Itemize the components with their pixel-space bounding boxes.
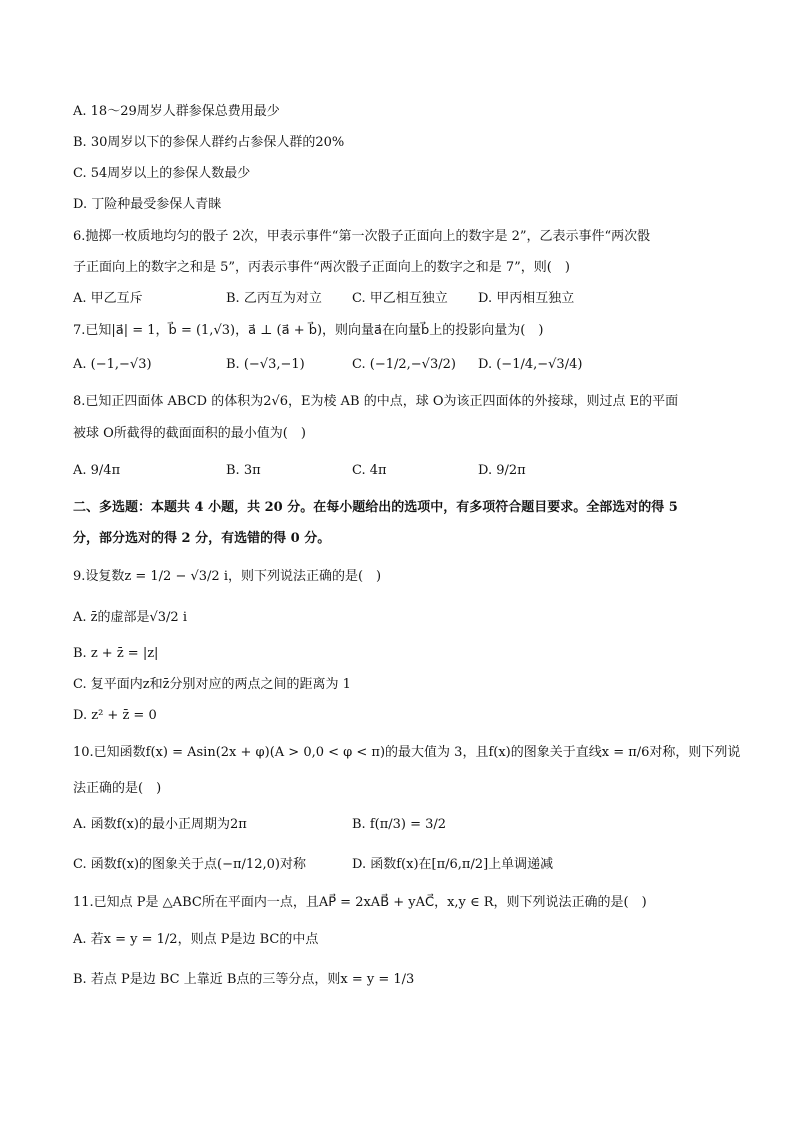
q10-option-a: A. 函数f(x)的最小正周期为2π <box>73 817 247 832</box>
q6-option-a: A. 甲乙互斥 <box>73 291 143 306</box>
q10-option-c: C. 函数f(x)的图象关于点(−π/12,0)对称 <box>73 857 306 872</box>
q9-option-d: D. z² + z̄ = 0 <box>73 708 157 723</box>
q10-stem-line1: 10.已知函数f(x) = Asin(2x + φ)(A > 0,0 < φ < π)的最大值为 3，且f(x)的图象关于直线x = π/6对称，则下列说 <box>73 745 741 760</box>
q8-option-b: B. 3π <box>226 463 261 478</box>
q10-stem-line2: 法正确的是( ) <box>73 781 162 796</box>
q9-option-a: A. z̄的虚部是√3/2 i <box>73 610 187 625</box>
q5-option-c: C. 54周岁以上的参保人数最少 <box>73 166 251 181</box>
q7-stem: 7.已知|a⃗| = 1，b⃗ = (1,√3)，a⃗ ⊥ (a⃗ + b⃗)，则向量a⃗在向量b⃗上的投影向量为( ) <box>73 323 544 338</box>
section2-heading-line1: 二、多选题：本题共 4 小题，共 20 分。在每小题给出的选项中，有多项符合题目要求。全部选对的得 5 <box>73 500 678 515</box>
q10-option-d: D. 函数f(x)在[π/6,π/2]上单调递减 <box>352 857 554 872</box>
q7-option-c: C. (−1/2,−√3/2) <box>352 357 456 372</box>
q5-option-d: D. 丁险种最受参保人青睐 <box>73 197 222 212</box>
q9-stem: 9.设复数z = 1/2 − √3/2 i，则下列说法正确的是( ) <box>73 569 382 584</box>
q11-option-b: B. 若点 P是边 BC 上靠近 B点的三等分点，则x = y = 1/3 <box>73 972 415 987</box>
q8-option-d: D. 9/2π <box>478 463 526 478</box>
q11-option-a: A. 若x = y = 1/2，则点 P是边 BC的中点 <box>73 932 319 947</box>
q10-option-b: B. f(π/3) = 3/2 <box>352 817 447 832</box>
q8-stem-line2: 被球 O所截得的截面面积的最小值为( ) <box>73 426 306 441</box>
q8-option-a: A. 9/4π <box>73 463 121 478</box>
q9-option-c: C. 复平面内z和z̄分别对应的两点之间的距离为 1 <box>73 677 351 692</box>
q6-option-b: B. 乙丙互为对立 <box>226 291 322 306</box>
q9-option-b: B. z + z̄ = |z| <box>73 646 159 661</box>
q11-stem: 11.已知点 P是 △ABC所在平面内一点，且AP⃗ = 2xAB⃗ + yAC⃗，x,y ∈ R，则下列说法正确的是( ) <box>73 895 647 910</box>
q7-option-d: D. (−1/4,−√3/4) <box>478 357 583 372</box>
q5-option-a: A. 18～29周岁人群参保总费用最少 <box>73 104 280 119</box>
q6-option-c: C. 甲乙相互独立 <box>352 291 448 306</box>
q6-stem-line1: 6.抛掷一枚质地均匀的骰子 2次，甲表示事件“第一次骰子正面向上的数字是 2”，乙表示事件“两次骰 <box>73 229 651 244</box>
section2-heading-line2: 分，部分选对的得 2 分，有选错的得 0 分。 <box>73 531 331 546</box>
q5-option-b: B. 30周岁以下的参保人群约占参保人群的20% <box>73 135 345 150</box>
q8-stem-line1: 8.已知正四面体 ABCD 的体积为2√6，E为棱 AB 的中点，球 O为该正四面体的外接球，则过点 E的平面 <box>73 394 679 409</box>
q6-stem-line2: 子正面向上的数字之和是 5”，丙表示事件“两次骰子正面向上的数字之和是 7”，则( ) <box>73 260 570 275</box>
q8-option-c: C. 4π <box>352 463 387 478</box>
q7-option-a: A. (−1,−√3) <box>73 357 152 372</box>
q6-option-d: D. 甲丙相互独立 <box>478 291 575 306</box>
q7-option-b: B. (−√3,−1) <box>226 357 305 372</box>
